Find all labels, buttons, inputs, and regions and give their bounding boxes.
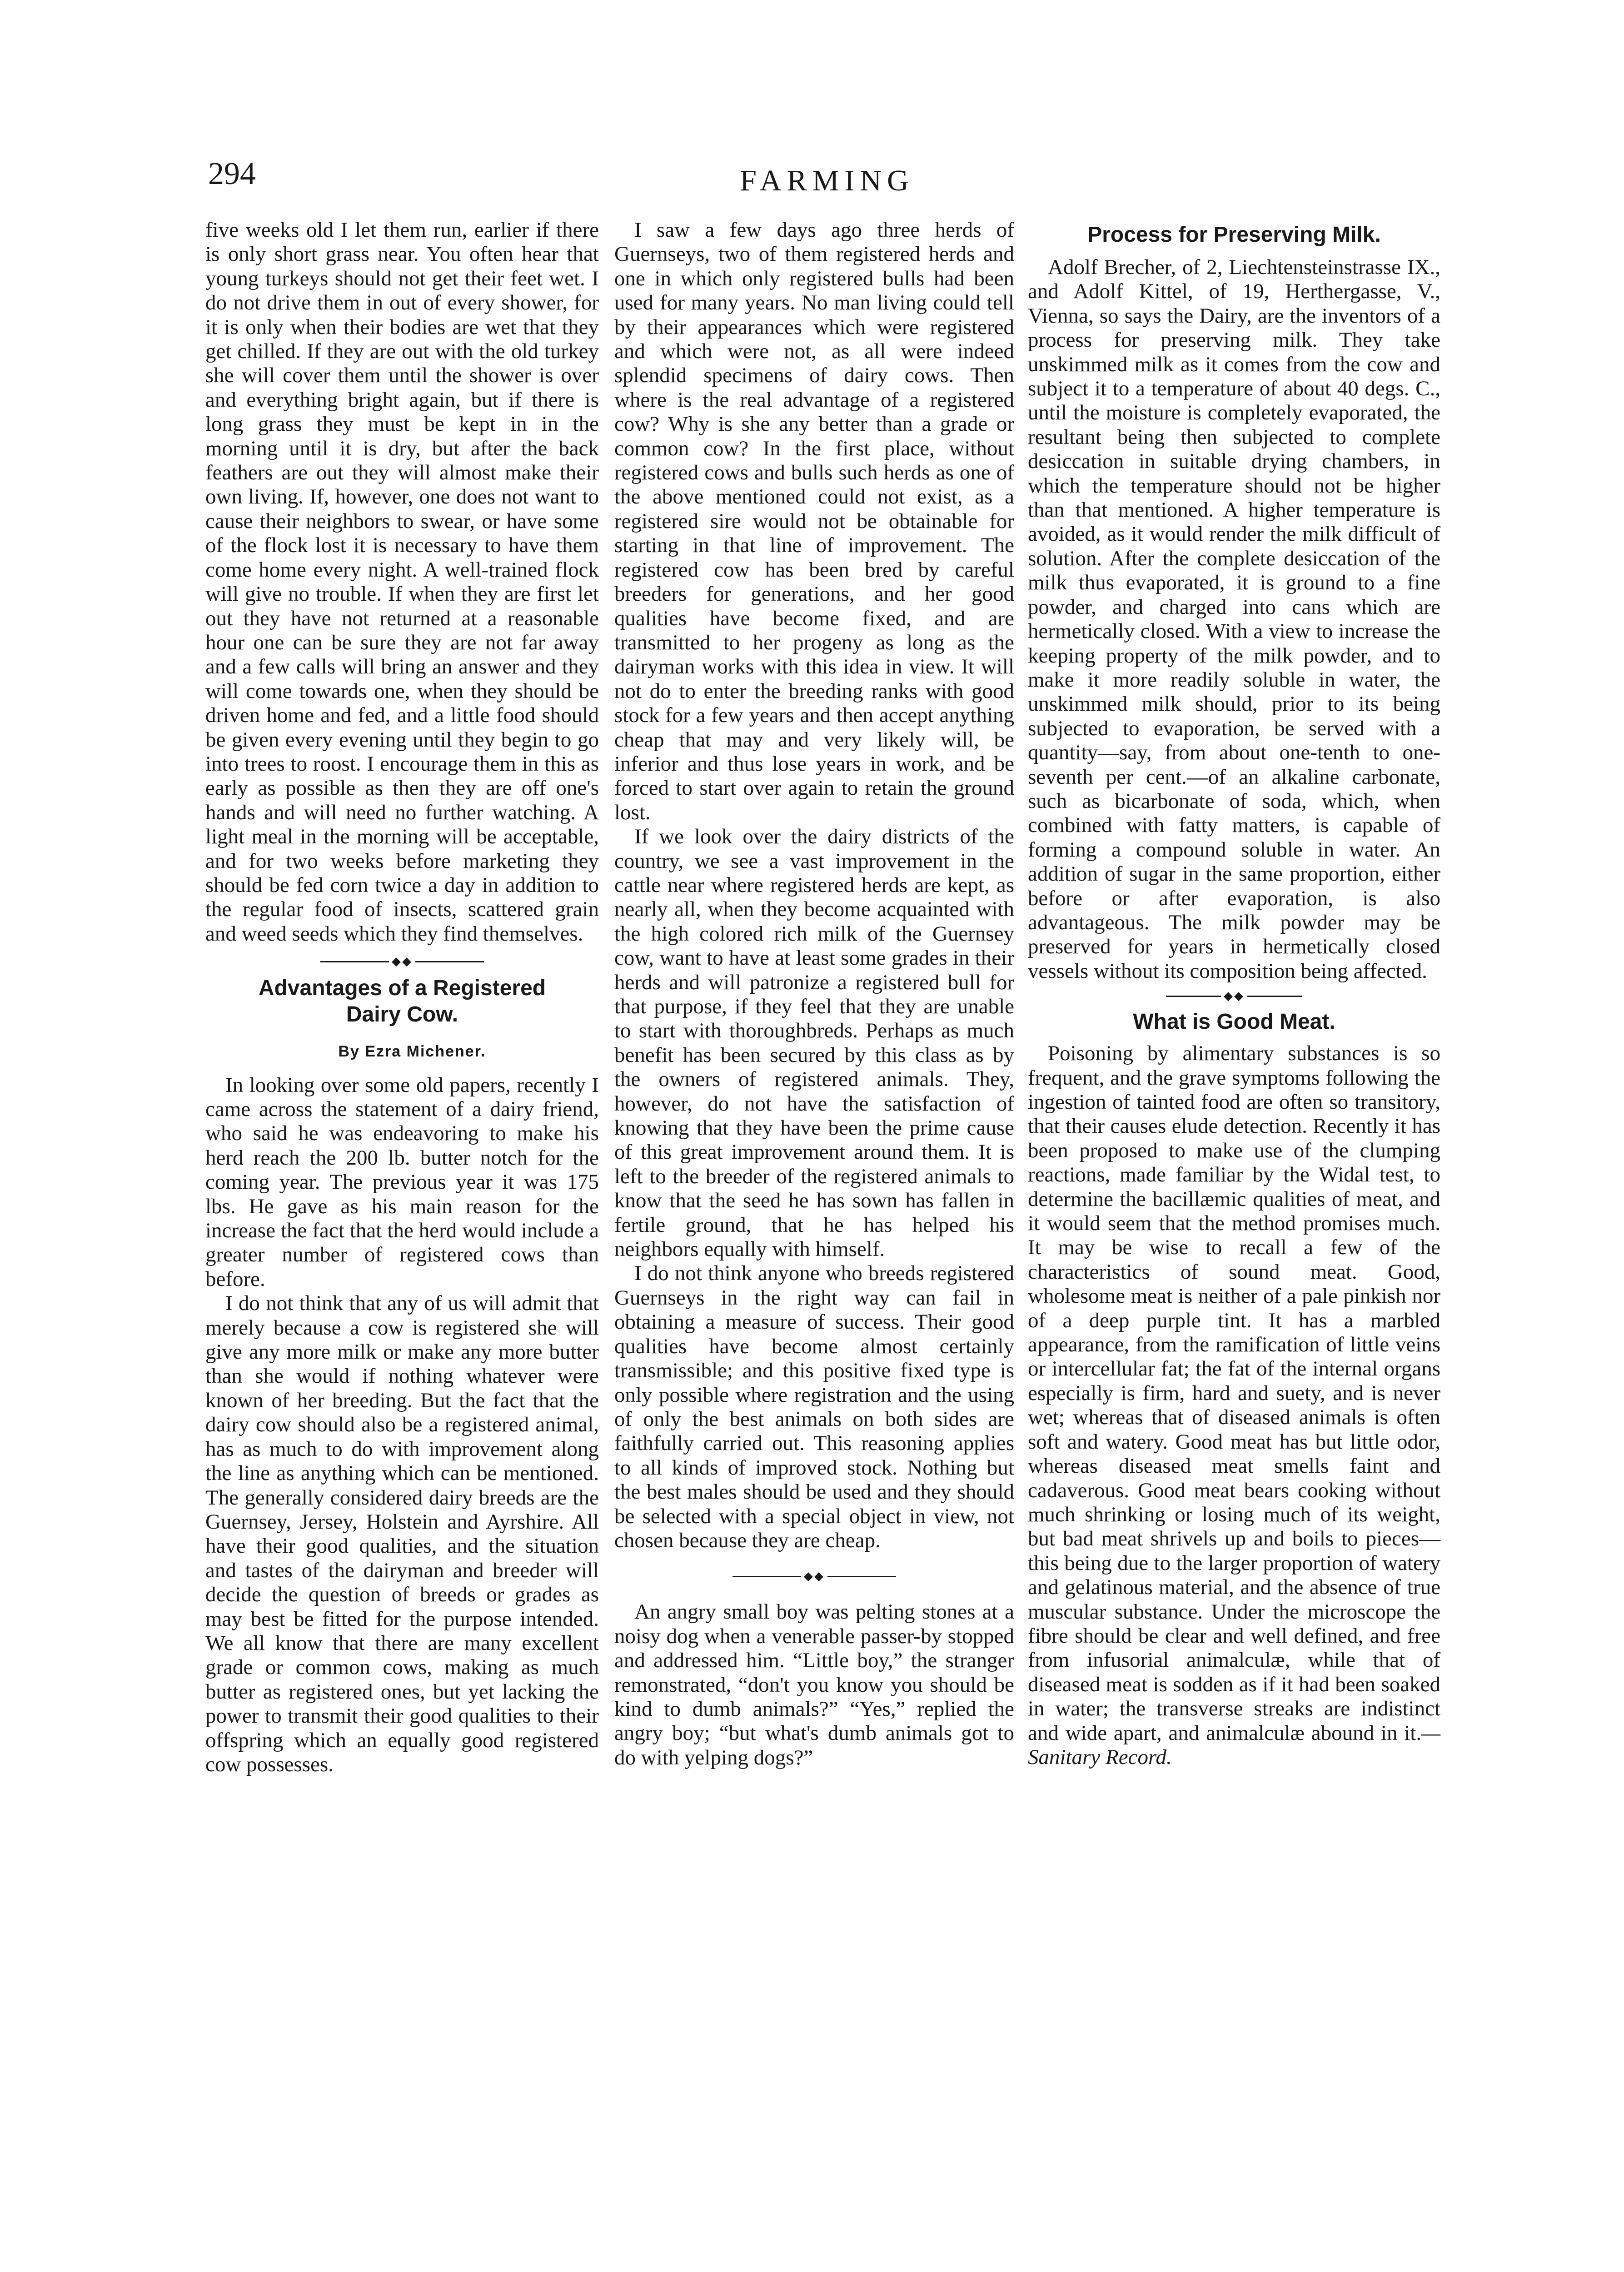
article-title: Process for Preserving Milk. bbox=[1087, 223, 1381, 247]
article-paragraph bbox=[1028, 1041, 1440, 1769]
section-divider bbox=[614, 1571, 1014, 1582]
citation: —Sanitary Record. bbox=[1028, 1721, 1440, 1769]
anecdote-paragraph: An angry small boy was pelting stones at a noisy dog when a venerable passer-by stopped and addressed him. “Little boy,” the stranger remonstrated, “don't you know you should be kind to dumb animals?” “Yes,” replied the angry boy; “but what's dumb animals got to do with yelping dogs?” bbox=[614, 1600, 1014, 1769]
article-paragraph: I do not think that any of us will admit that merely because a cow is registered she will give any more milk or make any more butter than she would if nothing whatever were known of her breeding. But the fact that the dairy cow should also be a registered animal, has as much to do with improvement along the line as anything which can be mentioned. The generally considered dairy breeds are the Guernsey, Jersey, Holstein and Ayrshire. All have their good qualities, and the situation and tastes of the dairyman and breeder will decide the question of breeds or grades as may best be fitted for the purpose intended. We all know that there are many excellent grade or common cows, making as much butter as registered ones, but yet lacking the power to transmit their good qualities to their offspring which an equally good registered cow possesses. bbox=[205, 1291, 599, 1776]
section-divider bbox=[205, 956, 599, 967]
article-paragraph: I do not think anyone who breeds registered Guernseys in the right way can fail in obtaining a measure of success. Their good qualities have become almost certainly transmissible; and this positive fixed type is only possible where registration and the using of only the best animals on both sides are faithfully carried out. This reasoning applies to all kinds of improved stock. Nothing but the best males should be used and they should be selected with a special object in view, not chosen because they are cheap. bbox=[614, 1261, 1014, 1552]
column-1 bbox=[205, 218, 599, 1777]
byline: By Ezra Michener. bbox=[338, 1043, 486, 1061]
divider-ornament: ◆◆ bbox=[389, 956, 415, 967]
page-number: 294 bbox=[208, 156, 256, 191]
article-paragraph: In looking over some old papers, recently I came across the statement of a dairy friend, who said he was endeavoring to make his herd reach the 200 lb. butter notch for the coming year. The previous year it was 175 lbs. He gave as his main reason for the increase the fact that the herd would include a greater number of registered cows than before. bbox=[205, 1073, 599, 1291]
article-title bbox=[205, 975, 599, 1028]
article-title-line-1: Advantages of a Registered bbox=[258, 976, 546, 1001]
divider-ornament: ◆◆ bbox=[801, 1571, 827, 1582]
section-divider bbox=[1028, 991, 1440, 1001]
article-paragraph-text: Poisoning by alimentary substances is so frequent, and the grave symptoms following the ingestion of tainted food are often so transitory, that their causes elude detection. Recently it has been proposed to make use of the clumping reactions, made familiar by the Widal test, to determine the bacillæmic qualities of meat, and it would seem that the method promises much. It may be wise to recall a few of the characteristics of sound meat. Good, wholesome meat is neither of a pale pinkish nor of a deep purple tint. It has a marbled appearance, from the ramification of little veins or intercellular fat; the fat of the internal organs especially is firm, hard and suety, and is never wet; whereas that of diseased animals is often soft and watery. Good meat has but little odor, whereas diseased meat smells faint and cadaverous. Good meat bears cooking without much shrinking or losing much of its weight, but bad meat shrivels up and boils to pieces—this being due to the larger proportion of watery and gelatinous material, and the absence of true muscular substance. Under the microscope the fibre should be clear and well defined, and free from infusorial animalculæ, while that of diseased meat is sodden as if it had been soaked in water; the transverse streaks are indistinct and wide apart, and animalculæ abound in it. bbox=[1028, 1041, 1440, 1745]
running-title: FARMING bbox=[740, 164, 914, 197]
column-2 bbox=[614, 218, 1014, 1770]
divider-ornament: ◆◆ bbox=[1221, 991, 1247, 1001]
article-paragraph: I saw a few days ago three herds of Guernseys, two of them registered herds and one in which only registered bulls had been used for many years. No man living could tell by their appearances which were registered and which were not, as all were indeed splendid specimens of dairy cows. Then where is the real advantage of a registered cow? Why is she any better than a grade or common cow? In the first place, without registered cows and bulls such herds as one of the above mentioned could not exist, as a registered sire would not be obtainable for starting in that line of improvement. The registered cow has been bred by careful breeders for generations, and her good qualities have become fixed, and are transmitted to her progeny as long as the dairyman works with this idea in view. It will not do to enter the breeding ranks with good stock for a few years and then accept anything cheap that may and very likely will, be inferior and thus lose years in work, and be forced to start over again to retain the ground lost. bbox=[614, 218, 1014, 824]
turkey-paragraph: five weeks old I let them run, earlier if there is only short grass near. You often hear that young turkeys should not get their feet wet. I do not drive them in out of every shower, for it is only when their bodies are wet that they get chilled. If they are out with the old turkey she will cover them until the shower is over and everything bright again, but if there is long grass they must be kept in in the morning until it is dry, but after the back feathers are out they will almost make their own living. If, however, one does not want to cause their neighbors to swear, or have some of the flock lost it is necessary to have them come home every night. A well-trained flock will give no trouble. If when they are first let out they have not returned at a reasonable hour one can be sure they are not far away and a few calls will bring an answer and they will come towards one, when they should be driven home and fed, and a little food should be given every evening until they begin to go into trees to roost. I encourage them in this as early as possible as then they are off one's hands and will need no further watching. A light meal in the morning will be acceptable, and for two weeks before marketing they should be fed corn twice a day in addition to the regular food of insects, scattered grain and weed seeds which they find themselves. bbox=[205, 218, 599, 946]
article-title: What is Good Meat. bbox=[1133, 1010, 1335, 1034]
article-title-line-2: Dairy Cow. bbox=[346, 1002, 458, 1027]
article-paragraph: Adolf Brecher, of 2, Liechtensteinstrasse IX., and Adolf Kittel, of 19, Herthergasse, V., Vienna, so says the Dairy, are the inventors of a process for preserving milk. They take unskimmed milk as it comes from the cow and subject it to a temperature of about 40 degs. C., until the moisture is completely evaporated, the resultant being then subjected to complete desiccation in suitable drying chambers, in which the temperature should not be higher than that mentioned. A higher temperature is avoided, as it would render the milk difficult of solution. After the complete desiccation of the milk thus evaporated, it is ground to a fine powder, and charged into cans which are hermetically closed. With a view to increase the keeping property of the milk powder, and to make it more readily soluble in water, the unskimmed milk should, prior to its being subjected to evaporation, be served with a quantity—say, from about one-tenth to one-seventh per cent.—of an alkaline carbonate, such as bicarbonate of soda, which, when combined with fatty matters, is capable of forming a compound soluble in water. An addition of sugar in the same proportion, either before or after evaporation, is also advantageous. The milk powder may be preserved for years in hermetically closed vessels without its composition being affected. bbox=[1028, 255, 1440, 983]
column-3 bbox=[1028, 218, 1440, 1769]
article-paragraph: If we look over the dairy districts of the country, we see a vast improvement in the cattle near where registered herds are kept, as nearly all, when they become acquainted with the high colored rich milk of the Guernsey cow, want to have at least some grades in their herds and will patronize a registered bull for that purpose, if they feel that they are unable to start with thoroughbreds. Perhaps as much benefit has been secured by this class as by the owners of registered animals. They, however, do not have the satisfaction of knowing that they have been the prime cause of this great improvement around them. It is left to the breeder of the registered animals to know that the seed he has sown has fallen in fertile ground, that he has helped his neighbors equally with himself. bbox=[614, 825, 1014, 1261]
